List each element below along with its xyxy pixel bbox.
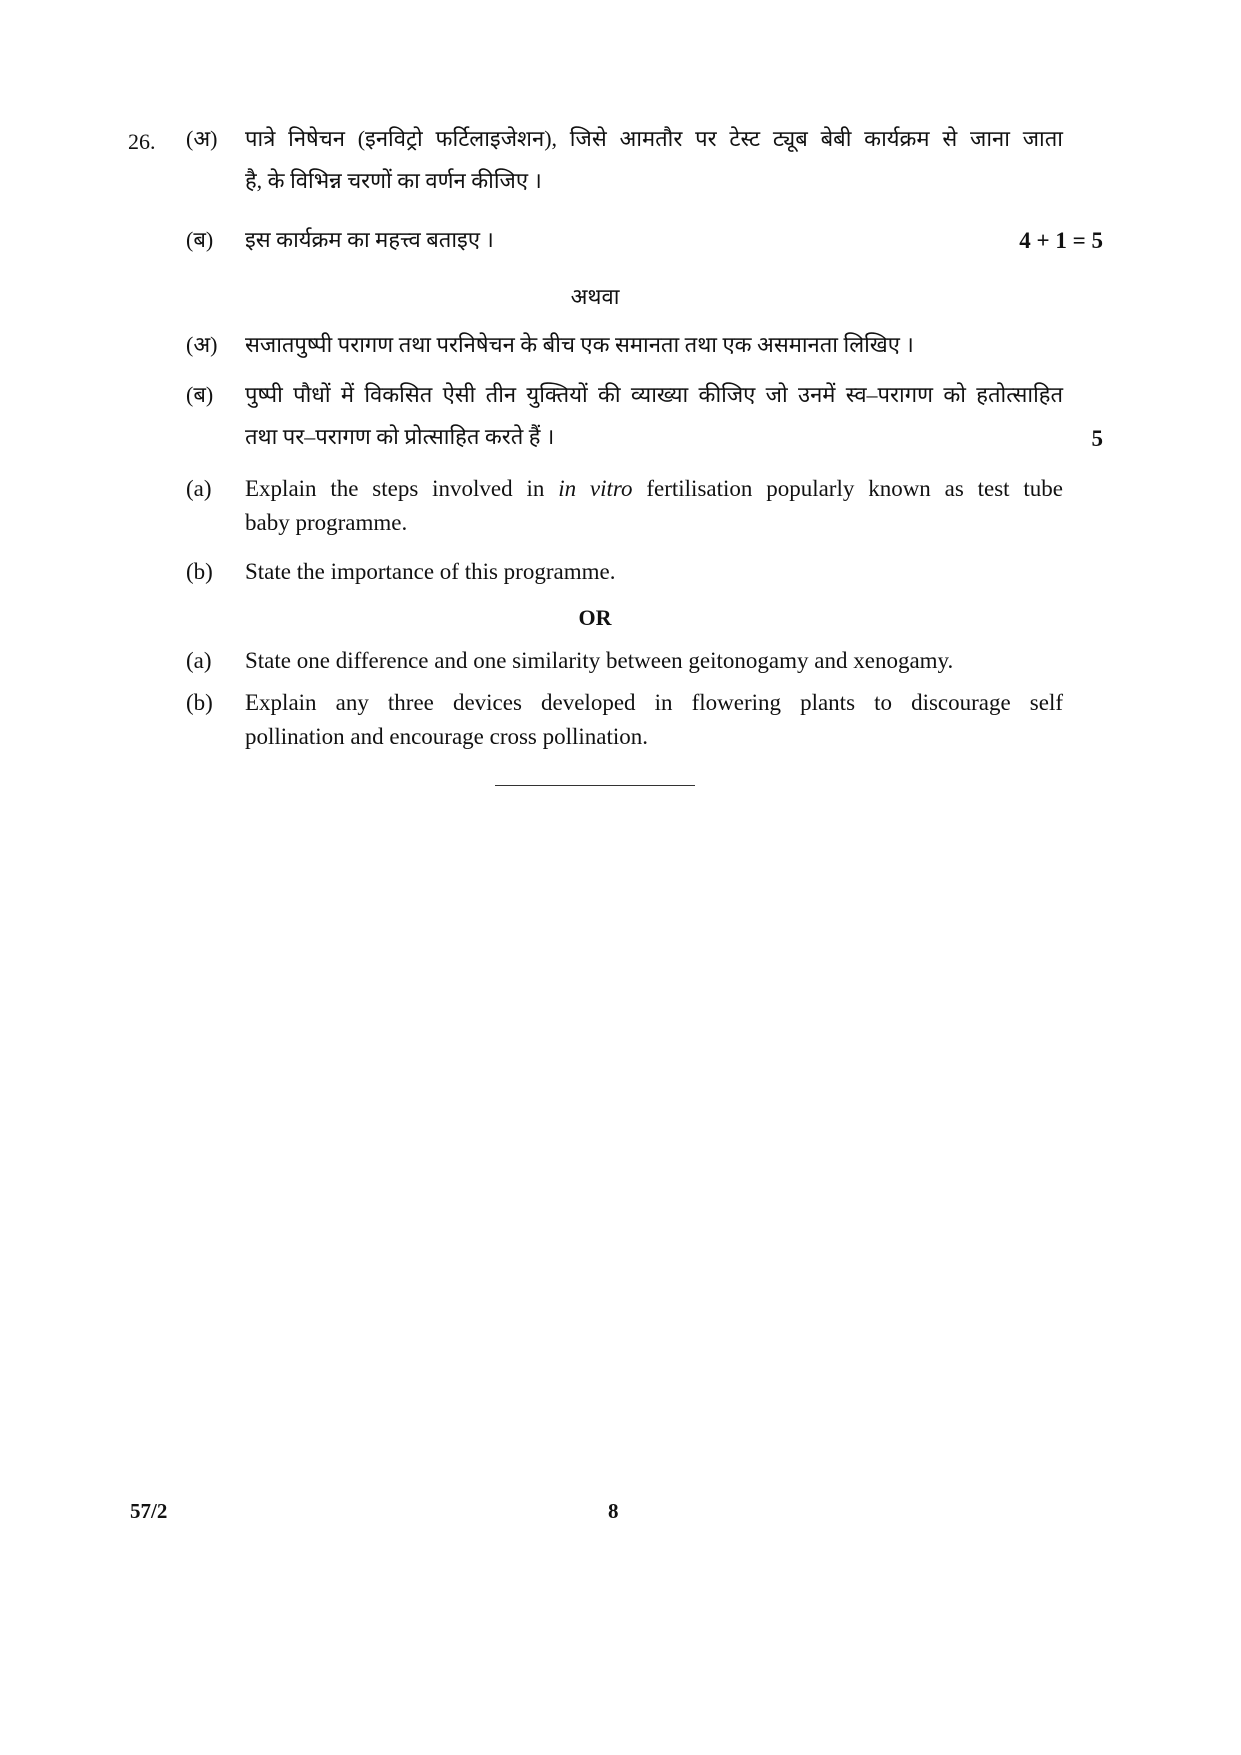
page-number: 8 [608, 1499, 619, 1523]
hindi-alt-b-label: (ब) [186, 382, 214, 407]
english-part-a-line1-pre: Explain the steps involved in [245, 476, 559, 501]
english-alt-b-label: (b) [186, 690, 213, 715]
question-number: 26. [128, 129, 156, 154]
hindi-alt-a-text: सजातपुष्पी परागण तथा परनिषेचन के बीच एक समानता तथा एक असमानता लिखिए । [245, 332, 914, 357]
hindi-alt-b-line1: पुष्पी पौधों में विकसित ऐसी तीन युक्तियों की व्याख्या कीजिए जो उनमें स्व–परागण को हतोत्साहित [245, 382, 1063, 407]
hindi-alt-a-label: (अ) [186, 332, 218, 357]
english-part-b-text: State the importance of this programme. [245, 559, 616, 584]
hindi-part-a-label: (अ) [186, 126, 218, 151]
english-alt-a-text: State one difference and one similarity between geitonogamy and xenogamy. [245, 648, 954, 673]
english-part-a-line1 [245, 474, 1063, 504]
hindi-part-a-line2: है, के विभिन्न चरणों का वर्णन कीजिए । [245, 168, 542, 193]
english-part-a-italic: in vitro [558, 476, 633, 501]
paper-code: 57/2 [130, 1499, 168, 1523]
english-part-a-label: (a) [186, 476, 212, 501]
marks-alt: 5 [1091, 426, 1103, 451]
english-or-heading: OR [578, 605, 612, 630]
english-alt-b-line2: pollination and encourage cross pollination. [245, 724, 649, 749]
english-part-a-line2: baby programme. [245, 510, 408, 535]
hindi-or-heading: अथवा [570, 284, 620, 309]
english-alt-b-line1: Explain any three devices developed in flowering plants to discourage self [245, 690, 1063, 715]
marks-main: 4 + 1 = 5 [1019, 228, 1103, 253]
english-alt-a-label: (a) [186, 648, 212, 673]
english-part-a-line1-post: fertilisation popularly known as test tube [632, 476, 1064, 501]
end-rule-divider [495, 785, 695, 786]
hindi-part-b-label: (ब) [186, 227, 214, 252]
hindi-part-b-text: इस कार्यक्रम का महत्त्व बताइए । [245, 227, 494, 252]
english-part-b-label: (b) [186, 559, 213, 584]
hindi-alt-b-line2: तथा पर–परागण को प्रोत्साहित करते हैं । [245, 424, 555, 449]
hindi-part-a-line1: पात्रे निषेचन (इनविट्रो फर्टिलाइजेशन), जिसे आमतौर पर टेस्ट ट्यूब बेबी कार्यक्रम से जाना जाता [245, 126, 1063, 151]
